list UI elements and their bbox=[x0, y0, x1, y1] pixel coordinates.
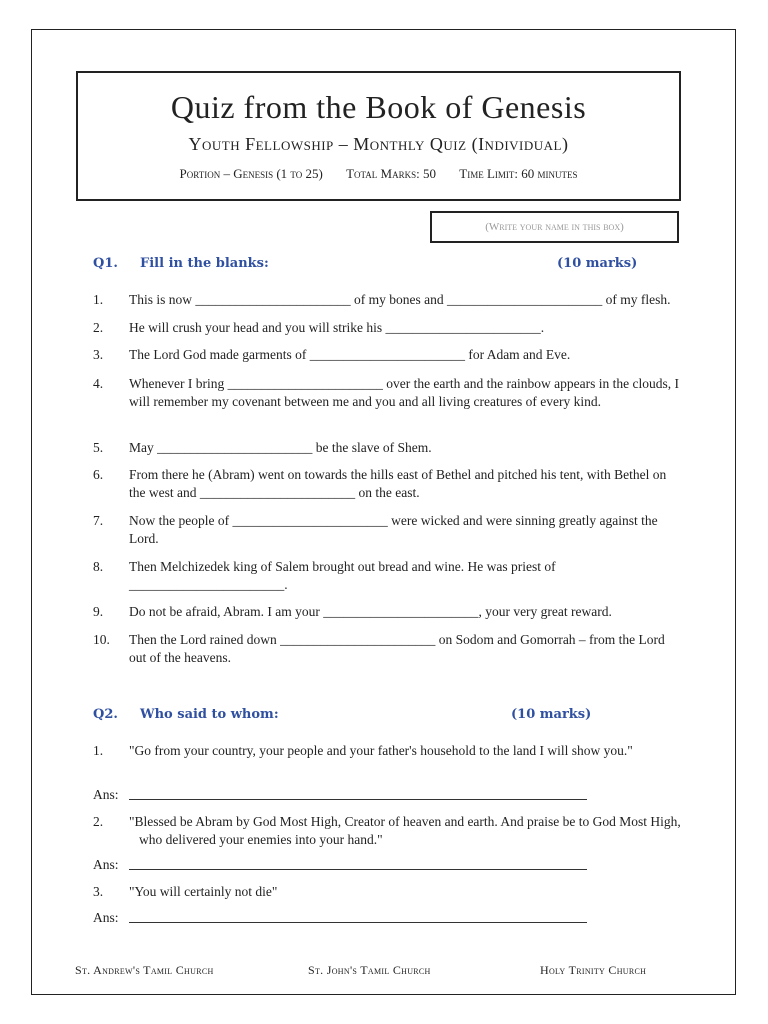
answer-line[interactable] bbox=[129, 922, 587, 923]
item-text: This is now _______________________ of my bones and _______________________ of my flesh. bbox=[129, 292, 671, 307]
item-number: 10. bbox=[93, 632, 110, 647]
total-marks-label: Total Marks: 50 bbox=[346, 166, 436, 181]
title-box bbox=[76, 71, 681, 201]
item-number: 1. bbox=[93, 743, 104, 758]
item-text: From there he (Abram) went on towards the hills east of Bethel and pitched his tent, with Bethel on the west and _______________________ on the east. bbox=[129, 467, 667, 500]
item-text: "You will certainly not die" bbox=[129, 884, 278, 899]
answer-line[interactable] bbox=[129, 869, 587, 870]
answer-line[interactable] bbox=[129, 799, 587, 800]
item-number: 7. bbox=[93, 513, 104, 528]
item-text: Do not be afraid, Abram. I am your _______________________, your very great reward. bbox=[129, 604, 612, 619]
answer-label: Ans: bbox=[93, 787, 119, 802]
item-number: 4. bbox=[93, 376, 104, 391]
q1-number: Q1. bbox=[93, 256, 118, 271]
portion-label: Portion – Genesis (1 to 25) bbox=[179, 166, 323, 181]
item-number: 1. bbox=[93, 292, 104, 307]
item-text: Now the people of _______________________ were wicked and were sinning greatly against the Lord. bbox=[129, 513, 658, 546]
item-text: Then Melchizedek king of Salem brought out bread and wine. He was priest of _______________________. bbox=[129, 559, 556, 592]
q1-title: Fill in the blanks: bbox=[140, 256, 269, 271]
item-text: He will crush your head and you will strike his _______________________. bbox=[129, 320, 545, 335]
item-text: "Blessed be Abram by God Most High, Creator of heaven and earth. And praise be to God Most High, who delivered your enemies into your hand." bbox=[129, 814, 681, 847]
answer-label: Ans: bbox=[93, 857, 119, 872]
page-subtitle: Youth Fellowship – Monthly Quiz (Individual) bbox=[188, 134, 569, 154]
item-number: 9. bbox=[93, 604, 104, 619]
quiz-meta bbox=[78, 166, 679, 182]
page-title: Quiz from the Book of Genesis bbox=[170, 89, 587, 125]
answer-label: Ans: bbox=[93, 910, 119, 925]
footer-church-center: St. John's Tamil Church bbox=[308, 963, 431, 977]
item-number: 2. bbox=[93, 320, 104, 335]
time-limit-label: Time Limit: 60 minutes bbox=[459, 166, 578, 181]
item-number: 8. bbox=[93, 559, 104, 574]
footer-church-left: St. Andrew's Tamil Church bbox=[75, 963, 214, 977]
q2-marks: (10 marks) bbox=[511, 707, 592, 722]
item-text: Whenever I bring _______________________ over the earth and the rainbow appears in the clouds, I will remember my covenant between me and you and all living creatures of every kind. bbox=[129, 376, 679, 409]
item-text: Then the Lord rained down _______________________ on Sodom and Gomorrah – from the Lord out of the heavens. bbox=[129, 632, 665, 665]
name-input-box[interactable] bbox=[430, 211, 679, 243]
item-text: The Lord God made garments of _______________________ for Adam and Eve. bbox=[129, 347, 571, 362]
item-number: 2. bbox=[93, 814, 104, 829]
footer-church-right: Holy Trinity Church bbox=[540, 963, 647, 977]
q1-marks: (10 marks) bbox=[557, 256, 638, 271]
q2-title: Who said to whom: bbox=[140, 707, 279, 722]
item-number: 3. bbox=[93, 347, 104, 362]
item-number: 6. bbox=[93, 467, 104, 482]
item-text: "Go from your country, your people and your father's household to the land I will show you." bbox=[129, 743, 633, 758]
q2-number: Q2. bbox=[93, 707, 118, 722]
item-number: 5. bbox=[93, 440, 104, 455]
item-number: 3. bbox=[93, 884, 104, 899]
name-box-placeholder: (Write your name in this box) bbox=[485, 221, 624, 233]
item-text: May _______________________ be the slave of Shem. bbox=[129, 440, 432, 455]
